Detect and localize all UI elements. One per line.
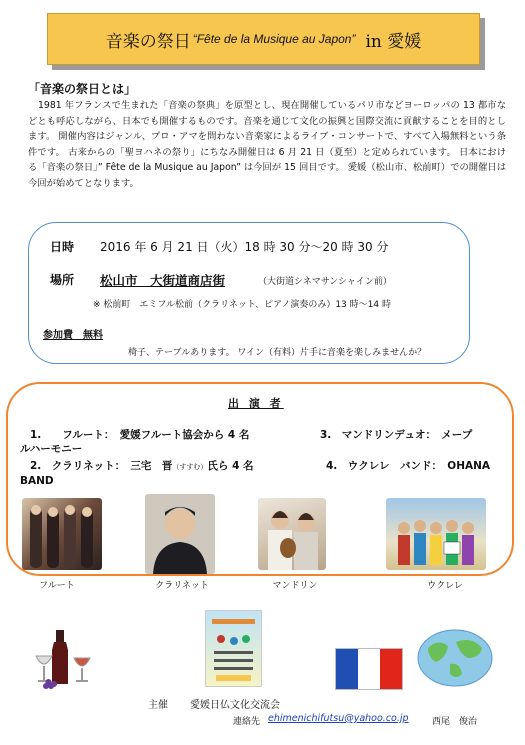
- title-banner: [47, 13, 480, 65]
- fee-note: 椅子、テーブルあります。 ワイン（有料）片手に音楽を楽しみませんか？: [128, 348, 427, 358]
- flute-photo: [22, 498, 102, 570]
- world-globe-icon: [416, 628, 494, 688]
- title-main: 音楽の祭日: [105, 31, 191, 52]
- performer-2-rest: 氏ら 4 名: [207, 460, 254, 472]
- performer-4-cont: BAND: [20, 475, 54, 487]
- caption-flute: フルート: [39, 581, 75, 591]
- performer-3: 3. マンドリンデュオ： メープ: [320, 429, 473, 441]
- ukulele-photo: [386, 498, 486, 570]
- performer-3-cont: ルハーモニー: [20, 443, 83, 455]
- caption-ukulele: ウクレレ: [427, 581, 463, 591]
- clarinet-photo: [145, 494, 215, 574]
- date-label: 日時: [50, 240, 75, 254]
- place-value: 松山市 大街道商店街: [100, 273, 226, 288]
- date-value: 2016 年 6 月 21 日（火）18 時 30 分～20 時 30 分: [100, 240, 389, 254]
- mandolin-duo-image: [258, 498, 326, 570]
- performer-4: 4. ウクレレ バンド： OHANA: [326, 460, 491, 472]
- fee-label: 参加費 無料: [43, 330, 103, 341]
- mandolin-photo: [258, 498, 326, 570]
- caption-mandolin: マンドリン: [272, 581, 318, 591]
- clarinet-player-image: [145, 494, 215, 574]
- contact-email-link[interactable]: ehimenichifutsu@yahoo.co.jp: [268, 713, 409, 724]
- sub-venue-note: ※ 松前町 エミフル松前（クラリネット、ピアノ演奏のみ）13 時～14 時: [93, 300, 391, 310]
- place-label: 場所: [50, 273, 75, 287]
- title-french: “Fête de la Musique au Japon”: [192, 32, 356, 46]
- caption-clarinet: クラリネット: [155, 581, 209, 591]
- wine-icon: [30, 628, 102, 690]
- intro-heading: 「音楽の祭日とは」: [28, 82, 137, 96]
- performer-2-name: 2. クラリネット： 三宅 晋: [30, 460, 173, 472]
- performer-2-ruby: （すすむ）: [172, 463, 208, 471]
- performers-heading: 出 演 者: [228, 397, 284, 410]
- host-name: 愛媛日仏文化交流会: [190, 700, 280, 711]
- place-note: （大街道シネマサンシャイン前）: [258, 277, 392, 287]
- french-flag-icon: [335, 648, 403, 690]
- contact-label: 連絡先: [233, 717, 261, 727]
- performer-1: 1. フルート： 愛媛フルート協会から 4 名: [30, 429, 250, 441]
- event-poster-image: [205, 610, 262, 687]
- performer-2: [30, 459, 254, 475]
- intro-body: 1981 年フランスで生まれた「音楽の祭典」を原型とし、現在開催しているパリ市などヨーロッパの 13 都市などとも呼応しながら、日本でも開催するものです。音楽を通じて文化の振興と国際交流に貢献することを目的とします。 開催内容はジャンル、プロ・アマを問わない音楽家によるライブ・コンサートで、すべて入場無料という条件です。 古来からの「聖ヨハネの祭り」にちなみ開催日は 6 月 21 日（夏至）と定められています。 日本における「音楽の祭日」” Fête de la Musique au Japon” は今回が 15 回目です。 愛媛（松山市、松前町）での開催日は今回が始めてとなります。: [28, 100, 506, 189]
- contact-name: 西尾 俊治: [432, 717, 478, 727]
- flute-players-image: [22, 498, 102, 570]
- ukulele-band-image: [386, 498, 486, 570]
- title-suffix: in 愛媛: [365, 31, 422, 52]
- host-label: 主催: [148, 700, 168, 711]
